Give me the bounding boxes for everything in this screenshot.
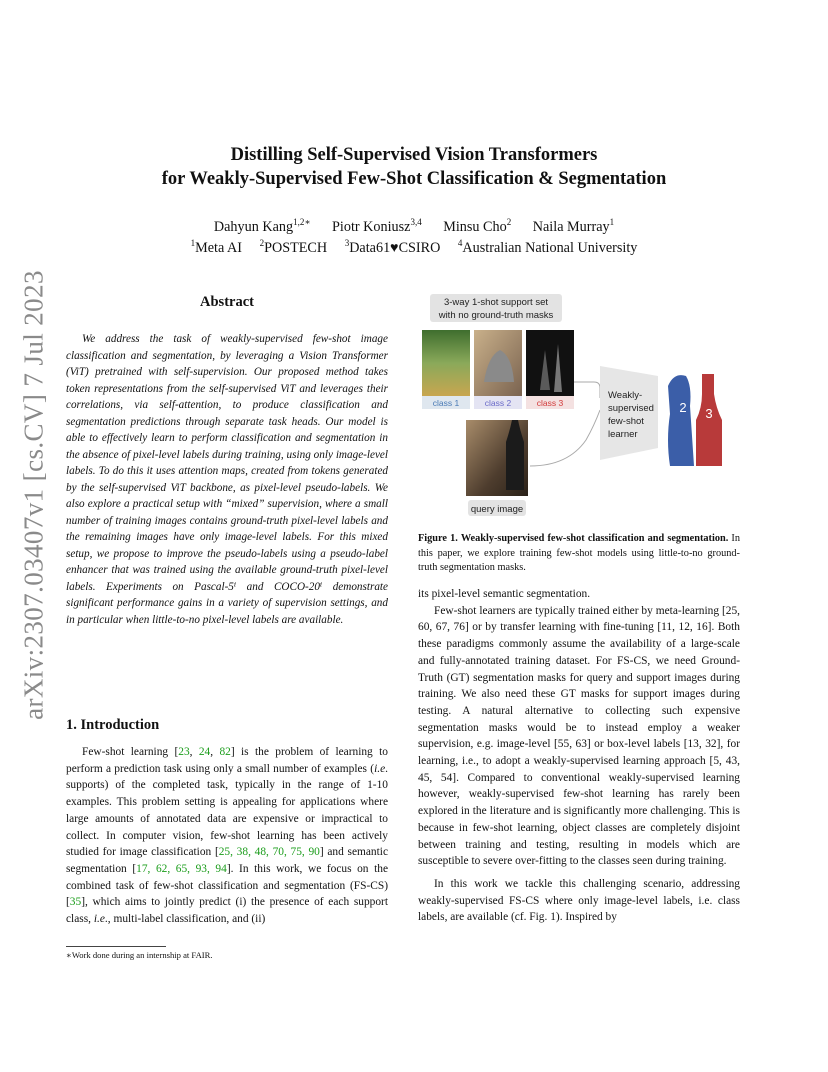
support-image-1 <box>422 330 470 396</box>
footnote-rule <box>66 946 166 947</box>
affil-sup: 1 <box>190 238 196 248</box>
figure-1-illustration <box>418 290 740 522</box>
author-affil-sup: 1,2∗ <box>293 217 311 227</box>
output-label-2: 2 <box>679 400 687 415</box>
affil-name: Data61♥CSIRO <box>349 240 441 256</box>
caption-text: In this paper, we explore training few-shot models using little-to-no ground-truth segmentation masks. <box>418 533 740 573</box>
class-3-label: class 3 <box>536 398 564 408</box>
support-set-label-line1: 3-way 1-shot support set <box>443 297 549 308</box>
affil-sup: 3 <box>344 238 350 248</box>
citation-link[interactable]: 82 <box>219 746 231 758</box>
citation-link[interactable]: 17, 62, 65, 93, 94 <box>136 862 227 875</box>
affil-name: Meta AI <box>195 240 243 256</box>
body-paragraph: In this work we tackle this challenging scenario, addressing weakly-supervised FS-CS where only image-level labels, i.e. class labels, are available (cf. Fig. 1). Inspired by <box>418 877 740 924</box>
affil-sup: 2 <box>259 238 265 248</box>
body-paragraph: its pixel-level semantic segmentation. <box>418 588 591 600</box>
author-list <box>0 217 828 237</box>
affil-name: Australian National University <box>462 240 638 256</box>
affiliation-list <box>0 238 828 258</box>
author-name: Piotr Koniusz <box>332 219 411 235</box>
affil-sup: 4 <box>457 238 463 248</box>
caption-title: Figure 1. Weakly-supervised few-shot classification and segmentation. <box>418 533 729 544</box>
author-affil-sup: 3,4 <box>410 217 422 227</box>
learner-label-line2: supervised <box>608 403 654 414</box>
intro-paragraph: Few-shot learning [23, 24, 82] is the problem of learning to perform a prediction task using only a small number of examples (i.e. supports) of the completed task, typically in the range of 1-10 examples. This problem setting is appealing for applications where large amounts of annotated data are expensive or impractical to collect. In computer vision, few-shot learning has been actively studied for image classification [25, 38, 48, 70, 75, 90] and semantic segmentation [17, 62, 65, 93, 94]. In this work, we focus on the combined task of few-shot classification and segmentation (FS-CS) [35], which aims to jointly predict (i) the presence of each support class, i.e., multi-label classification, and (ii) <box>66 746 389 926</box>
author-name: Dahyun Kang <box>213 219 294 235</box>
query-arrow <box>530 410 600 466</box>
title-line-2: for Weakly-Supervised Few-Shot Classification & Segmentation <box>161 169 667 189</box>
body-paragraph: Few-shot learners are typically trained either by meta-learning [25, 60, 67, 76] or by transfer learning with fine-tuning [11, 12, 16]. Both these paradigms commonly assume the availability of a large-scale and fully-annotated training dataset. For FS-CS, we need Ground-Truth (GT) segmentation masks for query and support images during training. We also need these GT masks for support images during testing. A natural alternative to collecting such expensive segmentation masks would be to instead employ a weaker supervision, e.g. image-level [55, 63] or box-level labels [13, 32], for learning, i.e., to adopt a weakly-supervised learning approach [5, 43, 45, 54]. Compared to conventional weakly-supervised learning however, weakly-supervised few-shot learning has rarely been explored in the literature and is significantly more challenging. This is because in few-shot learning, object classes are completely disjoint between training and testing, resulting in models which are susceptible to severe over-fitting to the classes seen during training. <box>418 604 740 868</box>
title-line-1: Distilling Self-Supervised Vision Transformers <box>230 145 598 165</box>
right-column-body <box>418 586 740 926</box>
citation-link[interactable]: 23 <box>178 746 190 758</box>
class-2-label: class 2 <box>484 398 512 408</box>
citation-link[interactable]: 25, 38, 48, 70, 75, 90 <box>218 846 320 859</box>
arxiv-stamp-text: arXiv:2307.03407v1 [cs.CV] 7 Jul 2023 <box>18 270 49 720</box>
section-heading-introduction: 1. Introduction <box>66 717 160 733</box>
citation-link[interactable]: 24 <box>198 746 211 758</box>
paper-title <box>0 143 828 191</box>
support-arrow <box>574 382 600 398</box>
learner-label-line1: Weakly- <box>608 390 643 401</box>
query-label: query image <box>470 504 524 515</box>
author-name: Minsu Cho <box>443 219 507 235</box>
output-label-3: 3 <box>705 406 713 421</box>
support-set-label-line2: with no ground-truth masks <box>438 310 554 321</box>
class-1-label: class 1 <box>432 398 460 408</box>
support-image-3 <box>526 330 574 396</box>
citation-link[interactable]: 35 <box>69 896 82 909</box>
figure-1-caption <box>418 532 740 576</box>
arxiv-stamp <box>18 270 49 720</box>
learner-label-line3: few-shot <box>608 416 644 427</box>
abstract-paragraph: We address the task of weakly-supervised few-shot image classification and segmentation, by leveraging a Vision Transformer (ViT) pretrained with self-supervision. Our proposed method takes token representations from the self-supervised ViT and leverages their correlations, via self-attention, to produce classification and segmentation predictions through separate task heads. Our model is able to effectively learn to perform classification and segmentation in the absence of pixel-level labels during training, using only image-level labels. To do this it uses attention maps, created from tokens generated by the self-supervised ViT backbone, as pixel-level pseudo-labels. We also explore a practical setup with “mixed” supervision, where a small number of training images contains ground-truth pixel-level labels and the remaining images have only image-level labels. For this mixed setup, we propose to improve the pseudo-labels using a pseudo-label enhancer that was trained using the available ground-truth pixel-level labels. Experiments on Pascal-5ⁱ and COCO-20ⁱ demonstrate significant performance gains in a variety of supervision settings, and in particular when little-to-no pixel-level labels are available. <box>66 333 388 626</box>
output-mask-class-2 <box>668 375 694 466</box>
author-affil-sup: 2 <box>506 217 512 227</box>
author-name: Naila Murray <box>532 219 610 235</box>
abstract-heading: Abstract <box>200 294 254 310</box>
intro-body <box>66 744 388 928</box>
footnote: ∗Work done during an internship at FAIR. <box>66 950 213 960</box>
affil-name: POSTECH <box>264 240 328 256</box>
abstract-body <box>66 331 388 628</box>
author-affil-sup: 1 <box>609 217 615 227</box>
learner-label-line4: learner <box>608 429 638 440</box>
